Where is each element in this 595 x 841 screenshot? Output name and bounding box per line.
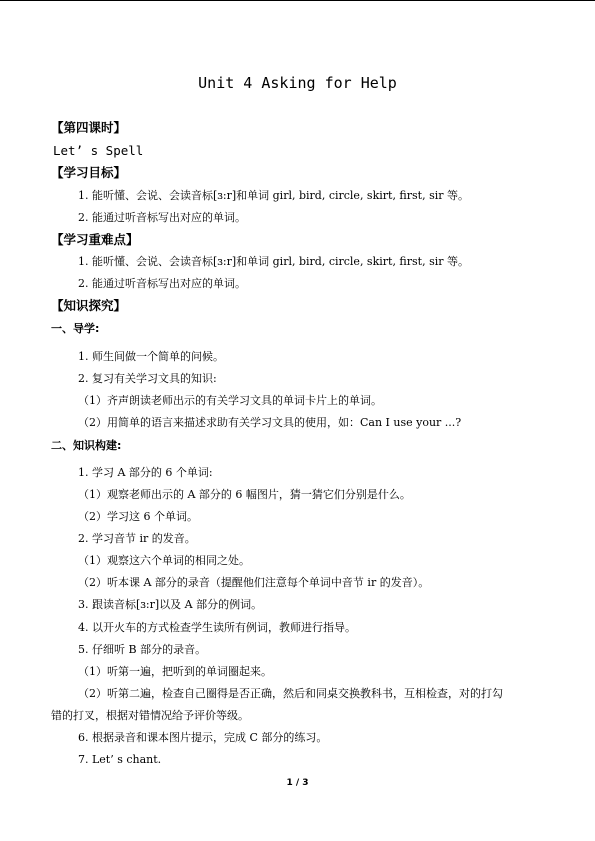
part1-line: （1）齐声朗读老师出示的有关学习文具的单词卡片上的单词。 <box>78 394 382 407</box>
part2-heading: 二、知识构建: <box>51 439 122 452</box>
part2-line: 1. 学习 A 部分的 6 个单词: <box>78 466 213 479</box>
part1-line: （2）用简单的语言来描述求助有关学习文具的使用，如：Can I use your ...? <box>78 416 462 429</box>
part2-line: 5. 仔细听 B 部分的录音。 <box>78 643 207 656</box>
document-title: Unit 4 Asking for Help <box>198 74 397 92</box>
explore-heading: 【知识探究】 <box>51 298 127 313</box>
part2-line: 3. 跟读音标[ɜ:r]以及 A 部分的例词。 <box>78 598 263 611</box>
part2-line: 7. Let’ s chant. <box>78 753 162 766</box>
lesson-heading: 【第四课时】 <box>51 120 127 135</box>
key-points-heading: 【学习重难点】 <box>51 232 139 247</box>
objective-item: 2. 能通过听音标写出对应的单词。 <box>78 211 246 224</box>
key-point-item: 1. 能听懂、会说、会读音标[ɜ:r]和单词 girl, bird, circle, skirt, first, sir 等。 <box>78 255 470 268</box>
part2-line: （1）观察老师出示的 A 部分的 6 幅图片，猜一猜它们分别是什么。 <box>78 488 411 501</box>
part1-heading: 一、导学: <box>51 322 100 335</box>
key-point-item: 2. 能通过听音标写出对应的单词。 <box>78 277 246 290</box>
page-number: 1 / 3 <box>286 778 309 788</box>
part2-line: （2）学习这 6 个单词。 <box>78 510 198 523</box>
part2-line: 6. 根据录音和课本图片提示，完成 C 部分的练习。 <box>78 731 328 744</box>
lets-spell-heading: Let’ s Spell <box>53 143 144 158</box>
part2-line: （2）听第二遍，检查自己圈得是否正确，然后和同桌交换教科书，互相检查，对的打勾 <box>78 687 503 700</box>
part2-line: 2. 学习音节 ir 的发音。 <box>78 532 196 545</box>
part2-line: （1）听第一遍，把听到的单词圈起来。 <box>78 665 272 678</box>
objectives-heading: 【学习目标】 <box>51 165 127 180</box>
part2-line: 4. 以开火车的方式检查学生读所有例词，教师进行指导。 <box>78 621 356 634</box>
part2-line: （1）观察这六个单词的相同之处。 <box>78 554 250 567</box>
part2-line: （2）听本课 A 部分的录音（提醒他们注意每个单词中音节 ir 的发音）。 <box>78 576 430 589</box>
objective-item: 1. 能听懂、会说、会读音标[ɜ:r]和单词 girl, bird, circle, skirt, first, sir 等。 <box>78 189 470 202</box>
part1-line: 2. 复习有关学习文具的知识: <box>78 372 217 385</box>
part2-line: 错的打叉，根据对错情况给予评价等级。 <box>51 709 249 722</box>
part1-line: 1. 师生间做一个简单的问候。 <box>78 350 224 363</box>
top-rule <box>0 0 595 1</box>
